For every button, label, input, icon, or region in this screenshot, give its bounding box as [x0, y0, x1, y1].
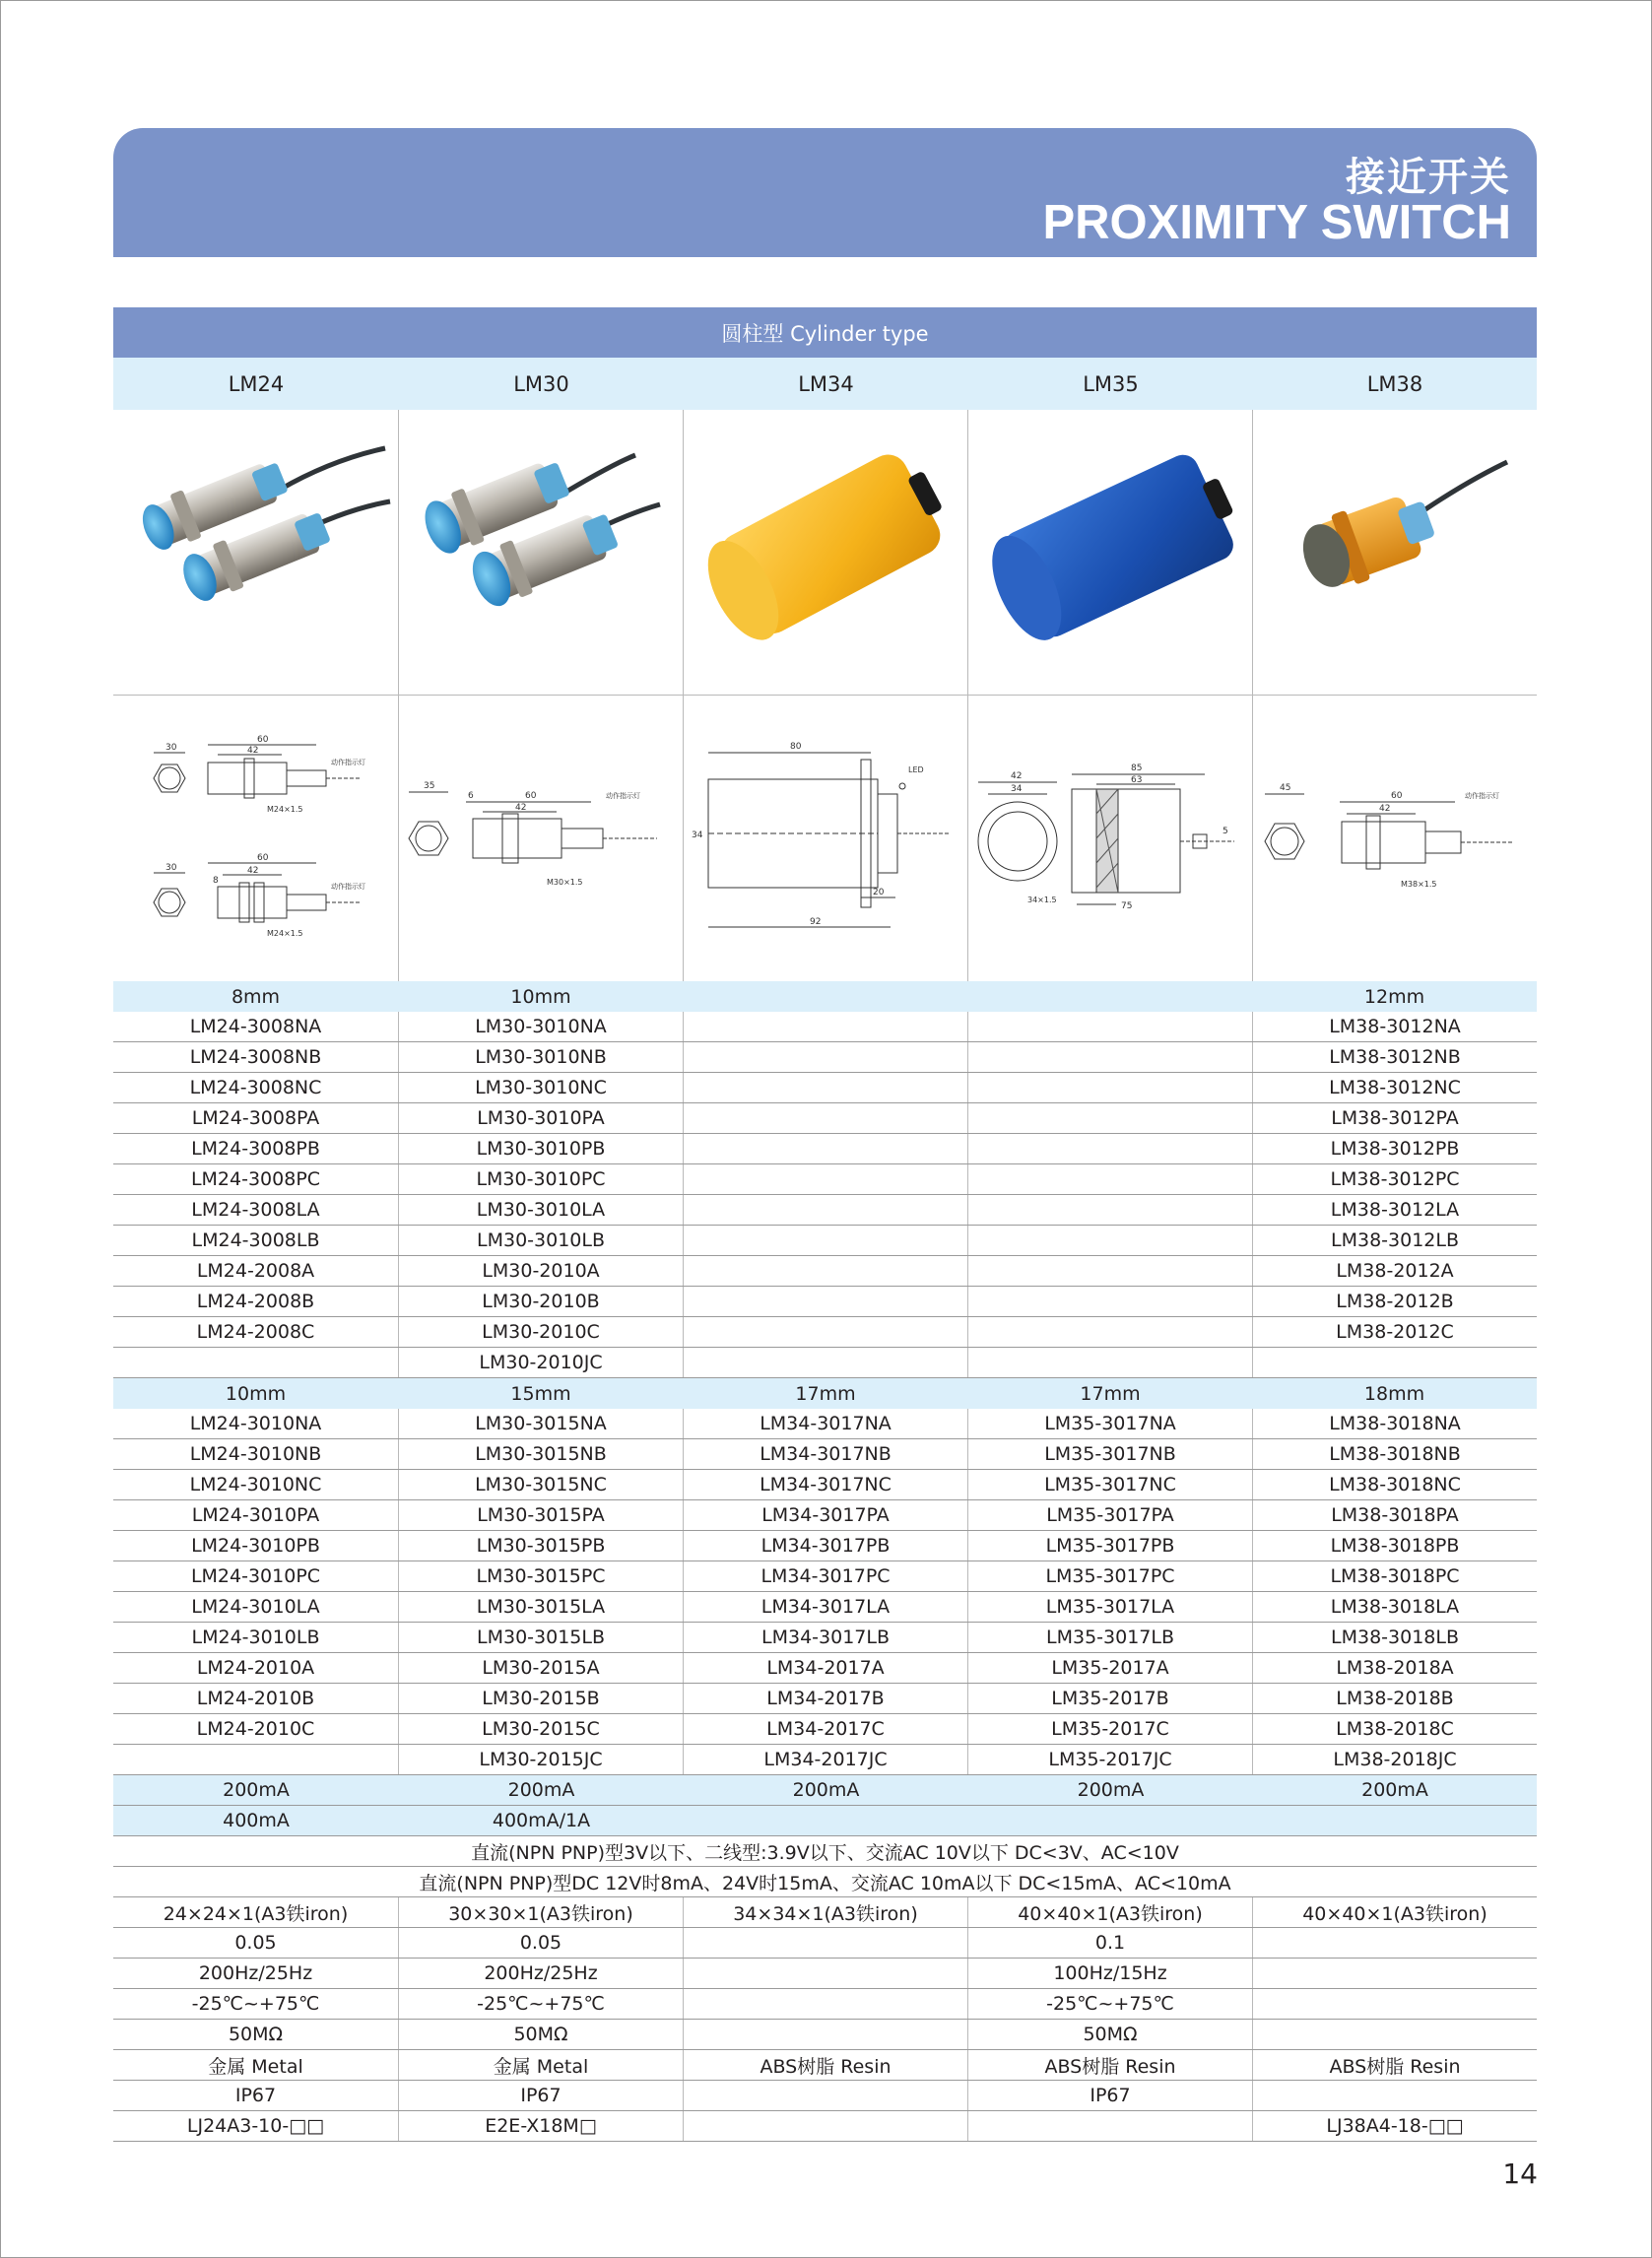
current-row-2 [113, 1806, 1537, 1836]
table-row [113, 1623, 1537, 1653]
model-code-cell: LM34-2017B [684, 1684, 968, 1713]
material-cell: 金属 Metal [113, 2050, 399, 2080]
material-cell: ABS树脂 Resin [968, 2050, 1253, 2080]
model-code-cell: LM30-2010A [399, 1256, 684, 1286]
hysteresis-row [113, 1928, 1537, 1959]
section1-distance-cell: 12mm [1253, 981, 1537, 1012]
section1-distance-row [113, 981, 1537, 1012]
model-code-cell: LM35-3017PA [968, 1500, 1253, 1530]
model-code-cell: LM35-3017NA [968, 1409, 1253, 1438]
model-code-cell: LM24-3010PC [113, 1561, 399, 1591]
model-code-cell: LM38-3012PA [1331, 1107, 1459, 1129]
model-code-cell [684, 1317, 968, 1347]
lm30-sensor-image [399, 411, 683, 695]
section1-distance-cell [684, 981, 968, 1012]
lm24-bottom-dim-4: 8 [212, 876, 219, 886]
lm30-dim-2: 6 [468, 791, 474, 801]
model-code-cell: LM38-2018B [1336, 1688, 1454, 1709]
lm24-bottom-led-label: 动作指示灯 [330, 883, 365, 891]
lm35-dim-3: 85 [1131, 764, 1143, 773]
model-lm38: LM38 [1366, 371, 1423, 396]
current-cell [684, 1806, 968, 1835]
model-code-cell [684, 1226, 968, 1255]
lm24-top-dim-3: 42 [246, 746, 258, 756]
lm30-dim-4: 42 [515, 803, 527, 813]
model-code-cell: LM38-3018NA [1329, 1413, 1461, 1434]
model-code-cell [684, 1073, 968, 1102]
lm35-dimension-drawing [968, 696, 1252, 981]
lm35-dim-4: 63 [1131, 775, 1143, 785]
model-code-cell: LM34-3017LA [684, 1592, 968, 1622]
table-row [113, 1684, 1537, 1714]
model-code-cell: LM34-2017JC [684, 1745, 968, 1774]
model-code-cell [968, 1226, 1253, 1255]
table-row [113, 1073, 1537, 1103]
model-code-cell: LM24-3010LB [113, 1623, 399, 1652]
hysteresis-cell: 0.05 [113, 1928, 399, 1958]
model-code-cell: LM30-3015PB [399, 1531, 684, 1561]
lm34-dim-1: 80 [790, 742, 802, 752]
table-row [113, 1103, 1537, 1134]
model-code-cell [968, 1195, 1253, 1225]
model-code-cell: LM34-3017PC [684, 1561, 968, 1591]
insulation-cell: 50MΩ [113, 2020, 399, 2049]
table-row [113, 1012, 1537, 1042]
section2-distance-cell: 18mm [1253, 1378, 1537, 1409]
temperature-cell: -25℃~+75℃ [113, 1989, 399, 2019]
lm24-bottom-dim-2: 60 [256, 853, 268, 863]
lm35-thread: 34×1.5 [1027, 896, 1057, 904]
model-code-cell [968, 1012, 1253, 1041]
target-cell: 24×24×1(A3铁iron) [113, 1897, 399, 1927]
lm38-thread: M38×1.5 [1401, 880, 1437, 889]
model-code-cell [113, 1348, 399, 1377]
lm38-dim-3: 42 [1379, 804, 1391, 814]
section1-body [113, 1012, 1537, 1378]
model-code-cell: LM24-2008B [113, 1287, 399, 1316]
model-lm30: LM30 [513, 371, 569, 396]
equivalent-cell: LJ38A4-18-□□ [1326, 2115, 1464, 2137]
temperature-cell [684, 1989, 968, 2019]
model-code-cell: LM34-3017NC [684, 1470, 968, 1499]
model-lm24: LM24 [228, 371, 285, 396]
protection-cell: IP67 [399, 2081, 684, 2110]
lm34-dim-4: 92 [810, 917, 822, 927]
lm34-dim-2: 34 [692, 830, 703, 840]
model-code-cell: LM38-3012NA [1329, 1016, 1461, 1037]
model-code-cell [968, 1164, 1253, 1194]
model-code-cell [1253, 1348, 1537, 1377]
model-code-cell: LM24-3010NC [113, 1470, 399, 1499]
model-code-cell: LM24-3008PA [113, 1103, 399, 1133]
table-row [113, 1409, 1537, 1439]
temperature-cell: -25℃~+75℃ [399, 1989, 684, 2019]
target-cell: 34×34×1(A3铁iron) [684, 1897, 968, 1927]
model-code-cell: LM35-3017LB [968, 1623, 1253, 1652]
model-code-cell: LM24-3010NB [113, 1439, 399, 1469]
model-code-cell: LM34-3017NA [684, 1409, 968, 1438]
frequency-cell: 200Hz/25Hz [113, 1959, 399, 1988]
lm34-led-label: LED [908, 765, 924, 774]
insulation-cell [1253, 2020, 1537, 2049]
lm24-dimension-drawing [114, 696, 398, 981]
current-cell [1253, 1806, 1537, 1835]
current-cell: 200mA [1361, 1779, 1428, 1801]
lm35-dim-5: 5 [1222, 827, 1228, 836]
equivalent-model-row [113, 2111, 1537, 2142]
model-code-cell: LM24-2010C [113, 1714, 399, 1744]
model-code-cell: LM30-2015B [399, 1684, 684, 1713]
table-row [113, 1439, 1537, 1470]
insulation-cell: 50MΩ [968, 2020, 1253, 2049]
model-code-cell: LM30-3010NC [399, 1073, 684, 1102]
drawing-row [113, 696, 1537, 981]
model-code-cell: LM38-3018LA [1330, 1596, 1460, 1618]
model-code-cell: LM24-3010NA [113, 1409, 399, 1438]
model-code-cell: LM35-3017NB [968, 1439, 1253, 1469]
model-code-cell [684, 1348, 968, 1377]
model-code-cell: LM38-3018PC [1330, 1565, 1460, 1587]
lm24-bottom-dim-3: 42 [246, 866, 258, 876]
photo-row [113, 410, 1537, 696]
table-row [113, 1470, 1537, 1500]
lm35-dim-2: 34 [1011, 784, 1023, 794]
model-code-cell: LM30-3015NC [399, 1470, 684, 1499]
model-code-cell: LM30-3010NA [399, 1012, 684, 1041]
model-code-cell [968, 1348, 1253, 1377]
model-code-cell: LM24-3008NB [113, 1042, 399, 1072]
table-row [113, 1653, 1537, 1684]
model-code-cell: LM38-2018A [1336, 1657, 1454, 1679]
model-code-cell: LM30-3015LA [399, 1592, 684, 1622]
model-code-cell [684, 1195, 968, 1225]
model-code-cell: LM30-3010PA [399, 1103, 684, 1133]
lm35-sensor-image [968, 411, 1252, 695]
drawing-lm38 [1253, 696, 1537, 981]
voltage-drop-row: 直流(NPN PNP)型3V以下、二线型:3.9V以下、交流AC 10V以下 DC<3V、AC<10V [113, 1836, 1537, 1867]
model-code-cell [968, 1256, 1253, 1286]
section2-distance-row [113, 1378, 1537, 1409]
header-title-cn: 接近开关 [1346, 155, 1511, 200]
model-code-cell: LM24-3008LB [113, 1226, 399, 1255]
lm35-dim-1: 42 [1011, 771, 1023, 781]
lm30-dim-3: 60 [525, 791, 537, 801]
model-code-cell: LM30-3010LA [399, 1195, 684, 1225]
photo-lm30 [399, 410, 684, 695]
model-code-cell: LM38-2012C [1336, 1321, 1454, 1343]
protection-cell: IP67 [968, 2081, 1253, 2110]
model-code-cell [968, 1103, 1253, 1133]
model-code-cell [684, 1042, 968, 1072]
current-cell: 200mA [507, 1779, 575, 1801]
model-code-cell: LM30-3015NB [399, 1439, 684, 1469]
model-code-cell: LM24-2010B [113, 1684, 399, 1713]
model-code-cell: LM24-2008C [113, 1317, 399, 1347]
model-code-cell: LM24-3008PC [113, 1164, 399, 1194]
model-code-cell: LM38-3018PB [1330, 1535, 1460, 1557]
model-code-cell: LM24-3008PB [113, 1134, 399, 1163]
model-code-cell: LM24-3010PA [113, 1500, 399, 1530]
photo-lm38 [1253, 410, 1537, 695]
table-row [113, 1134, 1537, 1164]
model-code-cell: LM35-3017NC [968, 1470, 1253, 1499]
photo-lm35 [968, 410, 1253, 695]
model-code-cell: LM30-2010B [399, 1287, 684, 1316]
section2-distance-cell: 17mm [968, 1378, 1253, 1409]
model-code-cell [684, 1103, 968, 1133]
insulation-row [113, 2020, 1537, 2050]
equivalent-cell: LJ24A3-10-□□ [113, 2111, 399, 2141]
lm38-led-label: 动作指示灯 [1465, 792, 1499, 800]
frequency-cell: 200Hz/25Hz [399, 1959, 684, 1988]
model-code-cell [968, 1287, 1253, 1316]
model-code-cell [968, 1073, 1253, 1102]
model-code-cell [684, 1012, 968, 1041]
model-code-cell: LM30-2015A [399, 1653, 684, 1683]
model-code-cell: LM30-3010LB [399, 1226, 684, 1255]
section2-distance-cell: 10mm [113, 1378, 399, 1409]
model-code-cell: LM38-2018C [1336, 1718, 1454, 1740]
table-row [113, 1714, 1537, 1745]
model-code-cell: LM30-2015JC [399, 1745, 684, 1774]
leakage-current-row: 直流(NPN PNP)型DC 12V时8mA、24V时15mA、交流AC 10mA以下 DC<15mA、AC<10mA [113, 1867, 1537, 1897]
table-row [113, 1592, 1537, 1623]
lm24-top-dim-1: 30 [165, 743, 176, 753]
model-code-cell [968, 1134, 1253, 1163]
model-code-cell: LM38-3018NC [1329, 1474, 1461, 1495]
model-code-cell [113, 1745, 399, 1774]
model-code-cell: LM35-2017C [968, 1714, 1253, 1744]
current-cell: 400mA/1A [492, 1810, 591, 1831]
model-code-cell: LM30-3010PC [399, 1164, 684, 1194]
lm30-dim-1: 35 [424, 781, 435, 791]
model-code-cell: LM35-2017JC [968, 1745, 1253, 1774]
lm24-top-thread: M24×1.5 [266, 805, 303, 814]
lm38-dim-2: 60 [1391, 791, 1403, 801]
material-cell: 金属 Metal [399, 2050, 684, 2080]
model-code-cell: LM24-3008LA [113, 1195, 399, 1225]
model-code-cell: LM35-2017B [968, 1684, 1253, 1713]
model-code-cell: LM30-2010JC [399, 1348, 684, 1377]
table-row [113, 1042, 1537, 1073]
equivalent-cell [968, 2111, 1253, 2141]
table-row [113, 1561, 1537, 1592]
model-code-cell [684, 1256, 968, 1286]
lm30-led-label: 动作指示灯 [606, 792, 640, 800]
table-row [113, 1348, 1537, 1378]
lm38-sensor-image [1253, 411, 1537, 695]
lm24-bottom-dim-1: 30 [165, 863, 176, 873]
table-row [113, 1226, 1537, 1256]
material-row [113, 2050, 1537, 2081]
model-code-cell: LM24-3010PB [113, 1531, 399, 1561]
current-cell: 200mA [792, 1779, 860, 1801]
table-row [113, 1164, 1537, 1195]
material-cell: ABS树脂 Resin [684, 2050, 968, 2080]
current-cell: 400mA [223, 1810, 290, 1831]
temperature-cell: -25℃~+75℃ [968, 1989, 1253, 2019]
model-code-cell: LM35-3017LA [968, 1592, 1253, 1622]
section2-body [113, 1409, 1537, 1775]
lm24-top-led-label: 动作指示灯 [330, 759, 365, 766]
model-code-cell: LM38-3012PB [1330, 1138, 1460, 1160]
frequency-cell [684, 1959, 968, 1988]
temperature-cell [1253, 1989, 1537, 2019]
hysteresis-cell [684, 1928, 968, 1958]
model-code-cell: LM38-3018PA [1331, 1504, 1459, 1526]
table-row [113, 1500, 1537, 1531]
section1-distance-cell: 10mm [399, 981, 684, 1012]
model-code-cell: LM30-3015NA [399, 1409, 684, 1438]
equivalent-cell: E2E-X18M□ [399, 2111, 684, 2141]
model-code-cell: LM30-3015LB [399, 1623, 684, 1652]
target-cell: 30×30×1(A3铁iron) [399, 1897, 684, 1927]
frequency-cell: 100Hz/15Hz [968, 1959, 1253, 1988]
model-row [113, 358, 1537, 410]
photo-lm34 [684, 410, 968, 695]
section1-distance-cell [968, 981, 1253, 1012]
model-code-cell: LM38-2012A [1336, 1260, 1454, 1282]
model-code-cell [968, 1042, 1253, 1072]
lm38-dimension-drawing [1253, 696, 1537, 981]
page-number: 14 [1502, 2158, 1538, 2190]
model-code-cell: LM38-3018LB [1331, 1627, 1459, 1648]
model-code-cell: LM35-3017PB [968, 1531, 1253, 1561]
model-code-cell [684, 1287, 968, 1316]
model-code-cell: LM24-2010A [113, 1653, 399, 1683]
target-cell: 40×40×1(A3铁iron) [968, 1897, 1253, 1927]
lm38-dim-1: 45 [1280, 783, 1291, 793]
drawing-lm30 [399, 696, 684, 981]
model-lm35: LM35 [1083, 371, 1139, 396]
model-code-cell: LM38-3018NB [1329, 1443, 1461, 1465]
model-code-cell: LM34-2017C [684, 1714, 968, 1744]
model-lm34: LM34 [798, 371, 854, 396]
model-code-cell: LM24-3008NA [113, 1012, 399, 1041]
drawing-lm35 [968, 696, 1253, 981]
lm35-dim-6: 75 [1121, 901, 1133, 911]
frequency-row [113, 1959, 1537, 1989]
model-code-cell [684, 1134, 968, 1163]
temperature-row [113, 1989, 1537, 2020]
drawing-lm24 [113, 696, 399, 981]
model-code-cell: LM30-3010PB [399, 1134, 684, 1163]
model-code-cell: LM30-2015C [399, 1714, 684, 1744]
model-code-cell: LM34-3017LB [684, 1623, 968, 1652]
hysteresis-cell [1253, 1928, 1537, 1958]
table-row [113, 1317, 1537, 1348]
header-title-en: PROXIMITY SWITCH [1042, 196, 1511, 249]
model-code-cell: LM34-2017A [684, 1653, 968, 1683]
lm24-top-dim-2: 60 [256, 735, 268, 745]
protection-cell [684, 2081, 968, 2110]
model-code-cell: LM38-2012B [1336, 1291, 1454, 1312]
lm34-dim-3: 20 [873, 888, 885, 897]
model-code-cell [968, 1317, 1253, 1347]
model-code-cell: LM38-3012LB [1331, 1229, 1459, 1251]
table-row [113, 1256, 1537, 1287]
table-row [113, 1531, 1537, 1561]
model-code-cell [684, 1164, 968, 1194]
target-row [113, 1897, 1537, 1928]
protection-cell: IP67 [113, 2081, 399, 2110]
hysteresis-cell: 0.05 [399, 1928, 684, 1958]
model-code-cell: LM38-3012LA [1330, 1199, 1460, 1221]
lm34-dimension-drawing [684, 696, 967, 981]
model-code-cell: LM30-3010NB [399, 1042, 684, 1072]
model-code-cell: LM24-3008NC [113, 1073, 399, 1102]
protection-row [113, 2081, 1537, 2111]
current-cell: 200mA [1077, 1779, 1145, 1801]
section2-distance-cell: 15mm [399, 1378, 684, 1409]
insulation-cell [684, 2020, 968, 2049]
frequency-cell [1253, 1959, 1537, 1988]
current-cell: 200mA [223, 1779, 290, 1801]
model-code-cell: LM30-2010C [399, 1317, 684, 1347]
protection-cell [1253, 2081, 1537, 2110]
model-code-cell: LM30-3015PA [399, 1500, 684, 1530]
equivalent-cell [684, 2111, 968, 2141]
model-code-cell: LM34-3017PA [684, 1500, 968, 1530]
current-row-1 [113, 1775, 1537, 1806]
current-cell [968, 1806, 1253, 1835]
model-code-cell: LM35-2017A [968, 1653, 1253, 1683]
lm34-sensor-image [684, 411, 967, 695]
model-code-cell: LM38-2018JC [1333, 1749, 1457, 1770]
hysteresis-cell: 0.1 [968, 1928, 1253, 1958]
drawing-lm34 [684, 696, 968, 981]
material-cell: ABS树脂 Resin [1329, 2055, 1461, 2078]
section1-distance-cell: 8mm [113, 981, 399, 1012]
model-code-cell: LM38-3012PC [1330, 1168, 1460, 1190]
table-row [113, 1195, 1537, 1226]
model-code-cell: LM38-3012NC [1329, 1077, 1461, 1098]
lm24-bottom-thread: M24×1.5 [266, 929, 303, 938]
insulation-cell: 50MΩ [399, 2020, 684, 2049]
table-title: 圆柱型 Cylinder type [113, 307, 1537, 358]
spec-table [113, 307, 1537, 2142]
table-row [113, 1745, 1537, 1775]
model-code-cell: LM30-3015PC [399, 1561, 684, 1591]
target-cell: 40×40×1(A3铁iron) [1302, 1902, 1487, 1925]
model-code-cell: LM24-3010LA [113, 1592, 399, 1622]
lm30-dimension-drawing [399, 696, 683, 981]
model-code-cell: LM24-2008A [113, 1256, 399, 1286]
model-code-cell: LM35-3017PC [968, 1561, 1253, 1591]
lm24-sensor-image [114, 411, 398, 695]
page-header [113, 128, 1537, 257]
table-row [113, 1287, 1537, 1317]
lm30-thread: M30×1.5 [547, 878, 583, 887]
model-code-cell: LM38-3012NB [1329, 1046, 1461, 1068]
photo-lm24 [113, 410, 399, 695]
model-code-cell: LM34-3017NB [684, 1439, 968, 1469]
section2-distance-cell: 17mm [684, 1378, 968, 1409]
model-code-cell: LM34-3017PB [684, 1531, 968, 1561]
